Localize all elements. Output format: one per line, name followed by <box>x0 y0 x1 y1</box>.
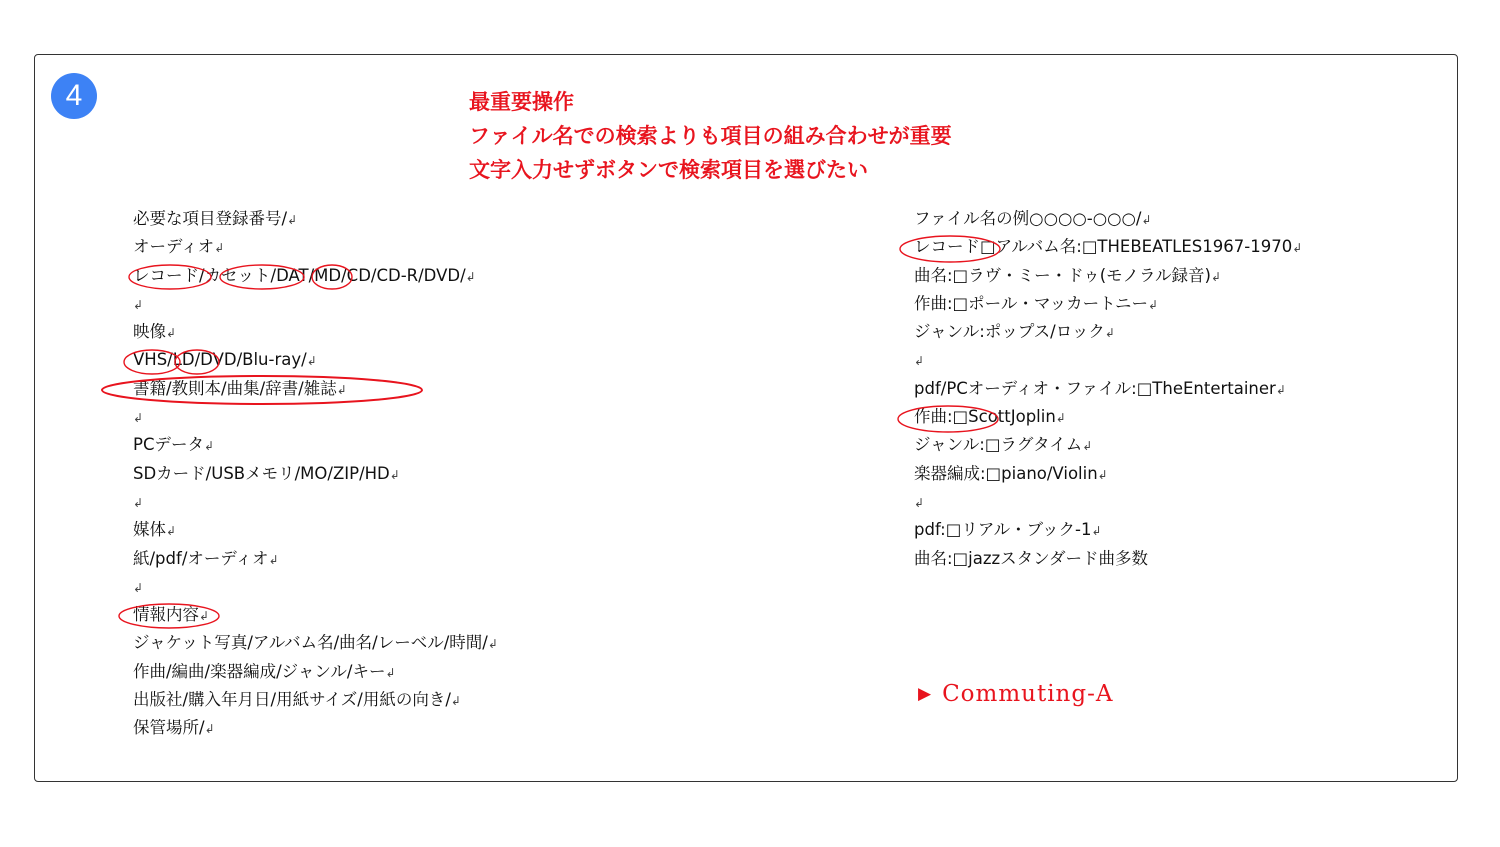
text-line <box>914 318 1302 346</box>
return-mark-icon: ↲ <box>389 467 400 482</box>
return-mark-icon: ↲ <box>306 354 317 369</box>
return-mark-icon: ↲ <box>1104 326 1115 341</box>
text-line <box>133 601 498 629</box>
commuting-a-link[interactable] <box>918 681 1113 707</box>
text-line <box>133 488 498 516</box>
line-text: 出版社/購入年月日/用紙サイズ/用紙の向き/ <box>133 690 451 710</box>
line-text: 紙/pdf/オーディオ <box>133 548 269 568</box>
text-line <box>133 431 498 459</box>
text-line <box>133 262 498 290</box>
text-line <box>133 318 498 346</box>
line-text: 保管場所/ <box>133 718 205 738</box>
text-line <box>133 686 498 714</box>
left-column <box>133 205 498 743</box>
return-mark-icon: ↲ <box>133 580 144 595</box>
headline-line: 最重要操作 <box>469 89 574 114</box>
line-text: 曲名:□ラヴ・ミー・ドゥ(モノラル録音) <box>914 265 1211 285</box>
return-mark-icon: ↲ <box>1091 524 1102 539</box>
text-line <box>133 714 498 742</box>
text-line <box>914 262 1302 290</box>
line-text: レコード/カセット/DAT/MD/CD/CD-R/DVD/ <box>133 265 466 285</box>
return-mark-icon: ↲ <box>1292 241 1303 256</box>
return-mark-icon: ↲ <box>450 694 461 709</box>
text-line <box>914 460 1302 488</box>
line-text: ファイル名の例○○○○-○○○/ <box>914 209 1142 228</box>
return-mark-icon: ↲ <box>1082 439 1093 454</box>
return-mark-icon: ↲ <box>1210 269 1222 284</box>
text-line <box>133 516 498 544</box>
line-text: 作曲/編曲/楽器編成/ジャンル/キー <box>133 661 386 681</box>
return-mark-icon: ↲ <box>199 609 210 624</box>
line-text: 映像 <box>133 322 166 342</box>
text-line <box>914 375 1302 403</box>
return-mark-icon: ↲ <box>133 495 144 510</box>
headline-block <box>469 85 952 187</box>
text-line <box>914 431 1302 459</box>
line-text: 作曲:□ポール・マッカートニー <box>914 293 1148 313</box>
line-text: オーディオ <box>133 237 215 257</box>
return-mark-icon: ↲ <box>203 439 215 454</box>
text-line <box>133 460 498 488</box>
line-text: 作曲:□ScottJoplin <box>914 407 1056 427</box>
return-mark-icon: ↲ <box>268 552 279 567</box>
commuting-a-label: Commuting-A <box>942 681 1114 707</box>
text-line <box>133 290 498 318</box>
return-mark-icon: ↲ <box>385 665 396 680</box>
headline-line: 文字入力せずボタンで検索項目を選びたい <box>469 157 868 182</box>
line-text: 必要な項目登録番号/ <box>133 209 288 228</box>
line-text: ジャケット写真/アルバム名/曲名/レーベル/時間/ <box>133 633 488 653</box>
line-text: pdf:□リアル・ブック-1 <box>914 520 1092 540</box>
return-mark-icon: ↲ <box>1148 297 1159 312</box>
return-mark-icon: ↲ <box>487 637 498 652</box>
return-mark-icon: ↲ <box>1141 213 1152 227</box>
line-text: 情報内容 <box>133 605 199 625</box>
text-line <box>914 346 1302 374</box>
return-mark-icon: ↲ <box>204 722 215 737</box>
return-mark-icon: ↲ <box>1097 467 1108 482</box>
text-line <box>914 205 1302 233</box>
return-mark-icon: ↲ <box>287 213 298 227</box>
line-text: PCデータ <box>133 435 204 455</box>
return-mark-icon: ↲ <box>1275 382 1286 397</box>
return-mark-icon: ↲ <box>465 269 476 284</box>
text-line <box>133 658 498 686</box>
text-line <box>133 375 498 403</box>
right-column <box>914 205 1302 573</box>
return-mark-icon: ↲ <box>133 297 144 312</box>
line-text: SDカード/USBメモリ/MO/ZIP/HD <box>133 463 390 483</box>
triangle-right-icon: ▶ <box>918 684 933 704</box>
text-line <box>914 488 1302 516</box>
text-line <box>133 629 498 657</box>
text-line <box>133 403 498 431</box>
text-line <box>133 233 498 261</box>
return-mark-icon: ↲ <box>133 411 144 426</box>
text-line <box>914 516 1302 544</box>
return-mark-icon: ↲ <box>214 241 225 256</box>
line-text: 媒体 <box>133 520 166 540</box>
return-mark-icon: ↲ <box>166 524 177 539</box>
return-mark-icon: ↲ <box>336 382 347 397</box>
text-line <box>914 290 1302 318</box>
return-mark-icon: ↲ <box>166 326 177 341</box>
step-number-badge: 4 <box>51 73 97 119</box>
text-line <box>133 573 498 601</box>
line-text: VHS/LD/DVD/Blu-ray/ <box>133 350 307 370</box>
text-line <box>914 403 1302 431</box>
line-text: pdf/PCオーディオ・ファイル:□TheEntertainer <box>914 378 1276 398</box>
text-line <box>133 205 498 233</box>
headline-line: ファイル名での検索よりも項目の組み合わせが重要 <box>469 123 952 148</box>
return-mark-icon: ↲ <box>914 354 925 369</box>
line-text: 曲名:□jazzスタンダード曲多数 <box>914 548 1149 568</box>
line-text: レコード□アルバム名:□THEBEATLES1967-1970 <box>914 237 1293 257</box>
text-line <box>133 545 498 573</box>
line-text: 楽器編成:□piano/Violin <box>914 463 1098 483</box>
return-mark-icon: ↲ <box>1055 411 1066 426</box>
text-line <box>914 545 1302 573</box>
text-line <box>914 233 1302 261</box>
line-text: 書籍/教則本/曲集/辞書/雑誌 <box>133 378 337 398</box>
line-text: ジャンル:□ラグタイム <box>914 435 1083 455</box>
line-text: ジャンル:ポップス/ロック <box>914 322 1105 342</box>
text-line <box>133 346 498 374</box>
return-mark-icon: ↲ <box>914 495 925 510</box>
